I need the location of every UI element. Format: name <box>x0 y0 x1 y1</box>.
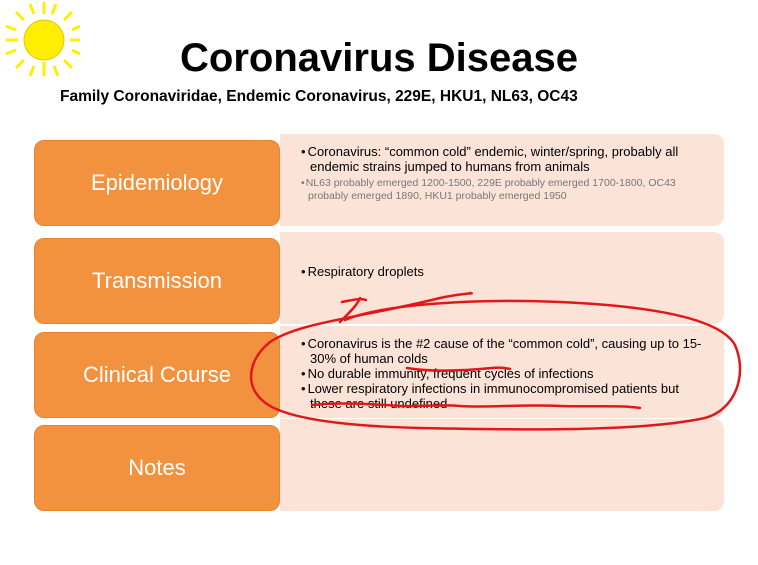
bullet-item: • Respiratory droplets <box>300 264 710 279</box>
slide-title: Coronavirus Disease <box>180 36 578 80</box>
bullet-item: • No durable immunity, frequent cycles of infections <box>300 366 710 381</box>
row-label-notes: Notes <box>34 425 280 511</box>
slide-subtitle: Family Coronaviridae, Endemic Coronavirus, 229E, HKU1, NL63, OC43 <box>60 88 578 105</box>
row-label-epidemiology: Epidemiology <box>34 140 280 226</box>
row-label-transmission: Transmission <box>34 238 280 324</box>
row-content-notes <box>280 419 724 511</box>
row-content-epidemiology <box>280 134 724 226</box>
bullet-item: • Coronavirus: “common cold” endemic, winter/spring, probably all endemic strains jumped to humans from animals <box>300 144 710 174</box>
sub-bullet-item: • NL63 probably emerged 1200-1500, 229E probably emerged 1700-1800, OC43 probably emerged 1890, HKU1 probably emerged 1950 <box>300 177 710 203</box>
row-label-clinical-course: Clinical Course <box>34 332 280 418</box>
row-epidemiology <box>34 140 724 226</box>
bullet-item: • Lower respiratory infections in immunocompromised patients but these are still undefined <box>300 381 710 411</box>
bullet-item: • Coronavirus is the #2 cause of the “common cold”, causing up to 15-30% of human colds <box>300 336 710 366</box>
row-content-transmission <box>280 232 724 324</box>
row-transmission <box>34 238 724 324</box>
row-clinical-course <box>34 332 724 418</box>
row-notes <box>34 425 724 511</box>
row-content-clinical-course <box>280 326 724 418</box>
